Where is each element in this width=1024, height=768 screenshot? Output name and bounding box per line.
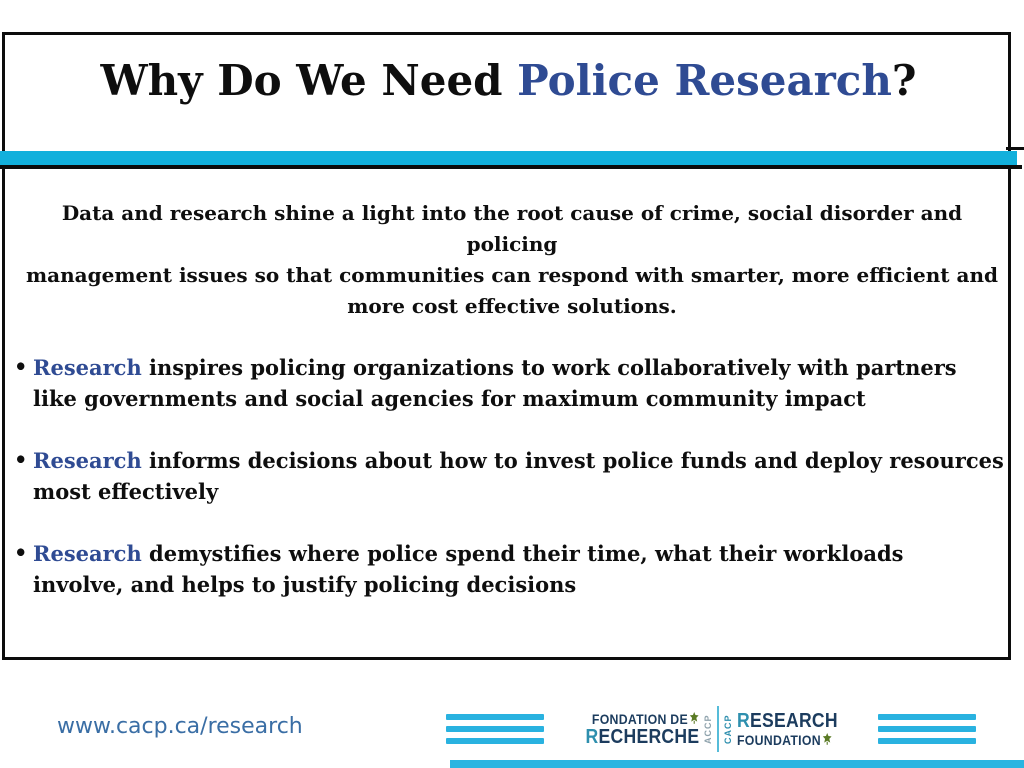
bullet-line: most effectively	[33, 479, 219, 504]
logo-fr-line2-initial: R	[585, 725, 599, 748]
bullet-highlight: Research	[33, 448, 142, 473]
logo-en-line1-wrap	[737, 711, 838, 732]
logo-stripes-right-icon	[878, 714, 976, 744]
title-prefix: Why Do We Need	[100, 56, 518, 105]
stripe	[446, 738, 544, 744]
title-highlight: Police Research	[517, 56, 892, 105]
bullet-line	[33, 538, 1006, 569]
logo-cacp-vertical-text: CACP	[723, 714, 734, 744]
intro-line-2: management issues so that communities can respond with smarter, more efficient and	[26, 263, 998, 287]
bullet-item-2	[14, 445, 1006, 507]
logo-stripes-left-icon	[446, 714, 544, 744]
bullet-line: involve, and helps to justify policing decisions	[33, 572, 577, 597]
logo-en-line2-wrap	[737, 732, 838, 748]
title-divider-bar	[0, 151, 1017, 165]
bullet-list	[14, 352, 1006, 631]
bullet-item-1	[14, 352, 1006, 414]
logo-en-line2: FOUNDATION	[737, 731, 822, 748]
cacp-research-foundation-logo	[446, 702, 976, 756]
logo-en-line1-rest: ESEARCH	[750, 709, 839, 732]
maple-crest-icon	[690, 711, 700, 723]
title-divider-underline	[0, 165, 1022, 169]
bullet-marker: •	[14, 540, 28, 565]
logo-accp-vertical-text: ACCP	[703, 714, 714, 744]
intro-paragraph	[20, 198, 1004, 322]
stripe	[878, 726, 976, 732]
slide-title	[0, 56, 1017, 105]
logo-fr-line1-wrap	[586, 711, 700, 727]
bottom-accent-bar	[450, 760, 1024, 768]
bullet-highlight: Research	[33, 541, 142, 566]
logo-fr-line2-rest: ECHERCHE	[598, 725, 700, 748]
title-suffix: ?	[891, 56, 917, 105]
logo-divider	[717, 706, 719, 752]
bullet-marker: •	[14, 447, 28, 472]
bullet-line	[33, 445, 1006, 476]
bullet-item-3	[14, 538, 1006, 600]
logo-fr-line2-wrap	[586, 727, 700, 748]
maple-crest-icon	[823, 732, 833, 744]
bullet-text: inspires policing organizations to work collaboratively with partners	[141, 355, 957, 380]
stripe	[878, 714, 976, 720]
border-notch	[1006, 147, 1024, 150]
footer-url-link[interactable]: www.cacp.ca/research	[57, 714, 303, 739]
stripe	[446, 714, 544, 720]
intro-line-1: Data and research shine a light into the root cause of crime, social disorder and policing	[61, 201, 963, 256]
bullet-line: like governments and social agencies for maximum community impact	[33, 386, 866, 411]
bullet-text: demystifies where police spend their time, what their workloads	[141, 541, 904, 566]
stripe	[878, 738, 976, 744]
logo-english-wordmark	[737, 711, 838, 748]
bullet-marker: •	[14, 354, 28, 379]
logo-french-wordmark	[586, 711, 700, 748]
logo-en-line1-initial: R	[737, 709, 751, 732]
logo-fr-line1: FONDATION DE	[591, 710, 688, 727]
stripe	[446, 726, 544, 732]
bullet-text: informs decisions about how to invest police funds and deploy resources	[141, 448, 1004, 473]
bullet-line	[33, 352, 1006, 383]
intro-line-3: more cost effective solutions.	[347, 294, 677, 318]
bullet-highlight: Research	[33, 355, 142, 380]
